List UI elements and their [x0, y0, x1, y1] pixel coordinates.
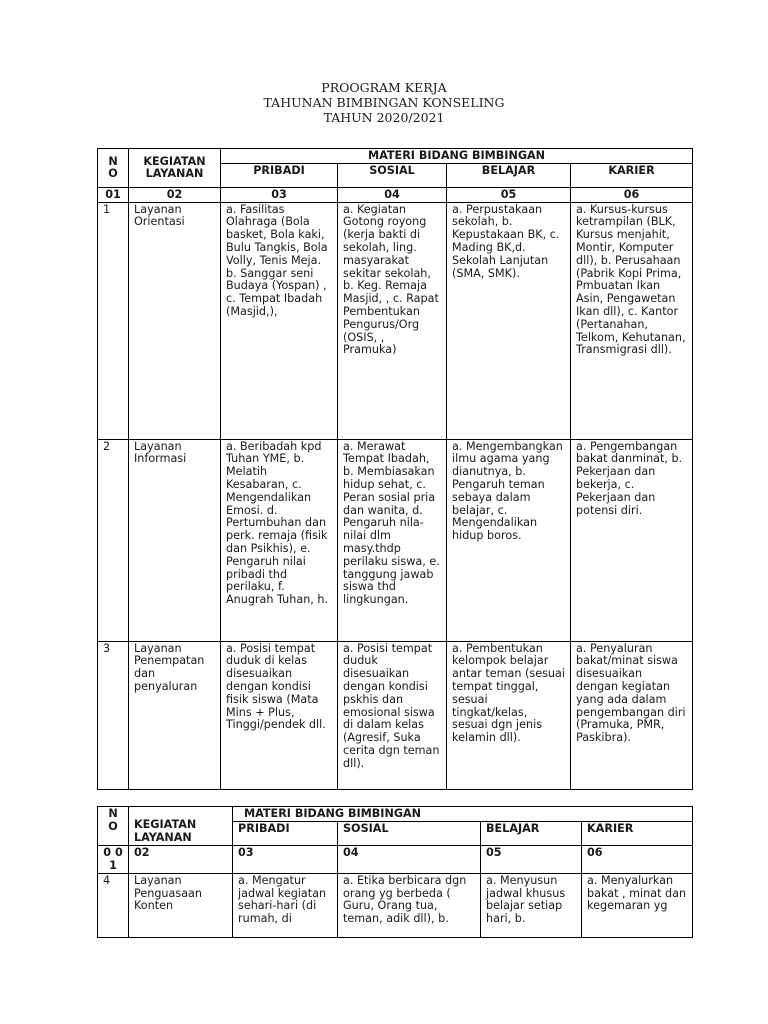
col-header-pribadi: PRIBADI [233, 821, 338, 845]
col-number-6: 06 [571, 187, 693, 202]
kegiatan-header: KEGIATAN LAYANAN [129, 149, 221, 188]
row-pribadi: a. Posisi tempat duduk di kelas disesuaikan dengan kondisi fisik siswa (Mata Mins + Plus, Tinggi/pendek dll. [221, 641, 338, 789]
row-kegiatan: Layanan Informasi [129, 439, 221, 641]
row-kegiatan: Layanan Penempatan dan penyaluran [129, 641, 221, 789]
row-pribadi: a. Mengatur jadwal kegiatan sehari-hari (di rumah, di [233, 873, 338, 937]
title-line-3: TAHUN 2020/2021 [323, 110, 445, 125]
kegiatan-header: KEGIATAN LAYANAN [129, 807, 233, 846]
col-number-2: 02 [129, 187, 221, 202]
col-header-belajar: BELAJAR [447, 163, 571, 187]
col-number-3: 03 [221, 187, 338, 202]
col-number-1: 01 [98, 187, 129, 202]
table-row [98, 641, 693, 789]
row-number: 2 [98, 439, 129, 641]
row-kegiatan: Layanan Orientasi [129, 202, 221, 439]
row-kegiatan: Layanan Penguasaan Konten [129, 873, 233, 937]
document-title [0, 80, 768, 125]
row-number: 3 [98, 641, 129, 789]
table-row [98, 873, 693, 937]
col-header-pribadi: PRIBADI [221, 163, 338, 187]
row-belajar: a. Menyusun jadwal khusus belajar setiap hari, b. [481, 873, 582, 937]
col-number-5: 05 [481, 845, 582, 873]
materi-header: MATERI BIDANG BIMBINGAN [221, 149, 693, 164]
row-number: 4 [98, 873, 129, 937]
row-sosial: a. Posisi tempat duduk disesuaikan dengan kondisi pskhis dan emosional siswa di dalam kelas (Agresif, Suka cerita dgn teman dll). [338, 641, 447, 789]
col-number-3: 03 [233, 845, 338, 873]
materi-header: MATERI BIDANG BIMBINGAN [233, 807, 693, 822]
col-number-1: 0 0 1 [98, 845, 129, 873]
row-belajar: a. Perpustakaan sekolah, b. Kepustakaan BK, c. Mading BK,d. Sekolah Lanjutan (SMA, SMK). [447, 202, 571, 439]
row-belajar: a. Pembentukan kelompok belajar antar teman (sesuai tempat tinggal, sesuai tingkat/kelas, sesuai dgn jenis kelamin dll). [447, 641, 571, 789]
row-number: 1 [98, 202, 129, 439]
table-row [98, 202, 693, 439]
col-header-karier: KARIER [582, 821, 693, 845]
row-pribadi: a. Fasilitas Olahraga (Bola basket, Bola kaki, Bulu Tangkis, Bola Volly, Tenis Meja. b. Sanggar seni Budaya (Yospan) , c. Tempat Ibadah (Masjid,), [221, 202, 338, 439]
title-line-1: PROOGRAM KERJA [321, 80, 447, 95]
row-sosial: a. Etika berbicara dgn orang yg berbeda ( Guru, Orang tua, teman, adik dll), b. [338, 873, 481, 937]
col-header-sosial: SOSIAL [338, 163, 447, 187]
row-karier: a. Kursus-kursus ketrampilan (BLK, Kursus menjahit, Montir, Komputer dll), b. Perusahaan (Pabrik Kopi Prima, Pmbuatan Ikan Asin, Pengawetan Ikan dll), c. Kantor (Pertanahan, Telkom, Kehutanan, Transmigrasi dll). [571, 202, 693, 439]
col-header-sosial: SOSIAL [338, 821, 481, 845]
row-karier: a. Pengembangan bakat danminat, b. Pekerjaan dan bekerja, c. Pekerjaan dan potensi diri. [571, 439, 693, 641]
program-table-1 [97, 148, 693, 790]
row-karier: a. Penyaluran bakat/minat siswa disesuaikan dengan kegiatan yang ada dalam pengembangan diri (Pramuka, PMR, Paskibra). [571, 641, 693, 789]
col-header-belajar: BELAJAR [481, 821, 582, 845]
row-belajar: a. Mengembangkan ilmu agama yang dianutnya, b. Pengaruh teman sebaya dalam belajar, c. Mengendalikan hidup boros. [447, 439, 571, 641]
row-sosial: a. Merawat Tempat Ibadah, b. Membiasakan hidup sehat, c. Peran sosial pria dan wanita, d. Pengaruh nila-nilai dlm masy.thdp perilaku siswa, e. tanggung jawab siswa thd lingkungan. [338, 439, 447, 641]
col-number-4: 04 [338, 845, 481, 873]
col-number-6: 06 [582, 845, 693, 873]
col-number-2: 02 [129, 845, 233, 873]
row-karier: a. Menyalurkan bakat , minat dan kegemaran yg [582, 873, 693, 937]
no-header: N O [98, 807, 129, 846]
no-header: N O [98, 149, 129, 188]
col-number-5: 05 [447, 187, 571, 202]
row-sosial: a. Kegiatan Gotong royong (kerja bakti di sekolah, ling. masyarakat sekitar sekolah, b. Keg. Remaja Masjid, , c. Rapat Pembentukan Pengurus/Org (OSIS, , Pramuka) [338, 202, 447, 439]
col-number-4: 04 [338, 187, 447, 202]
title-line-2: TAHUNAN BIMBINGAN KONSELING [263, 95, 505, 110]
row-pribadi: a. Beribadah kpd Tuhan YME, b. Melatih Kesabaran, c. Mengendalikan Emosi. d. Pertumbuhan dan perk. remaja (fisik dan Psikhis), e. Pengaruh nilai pribadi thd perilaku, f. Anugrah Tuhan, h. [221, 439, 338, 641]
program-table-2 [97, 806, 693, 938]
col-header-karier: KARIER [571, 163, 693, 187]
table-row [98, 439, 693, 641]
